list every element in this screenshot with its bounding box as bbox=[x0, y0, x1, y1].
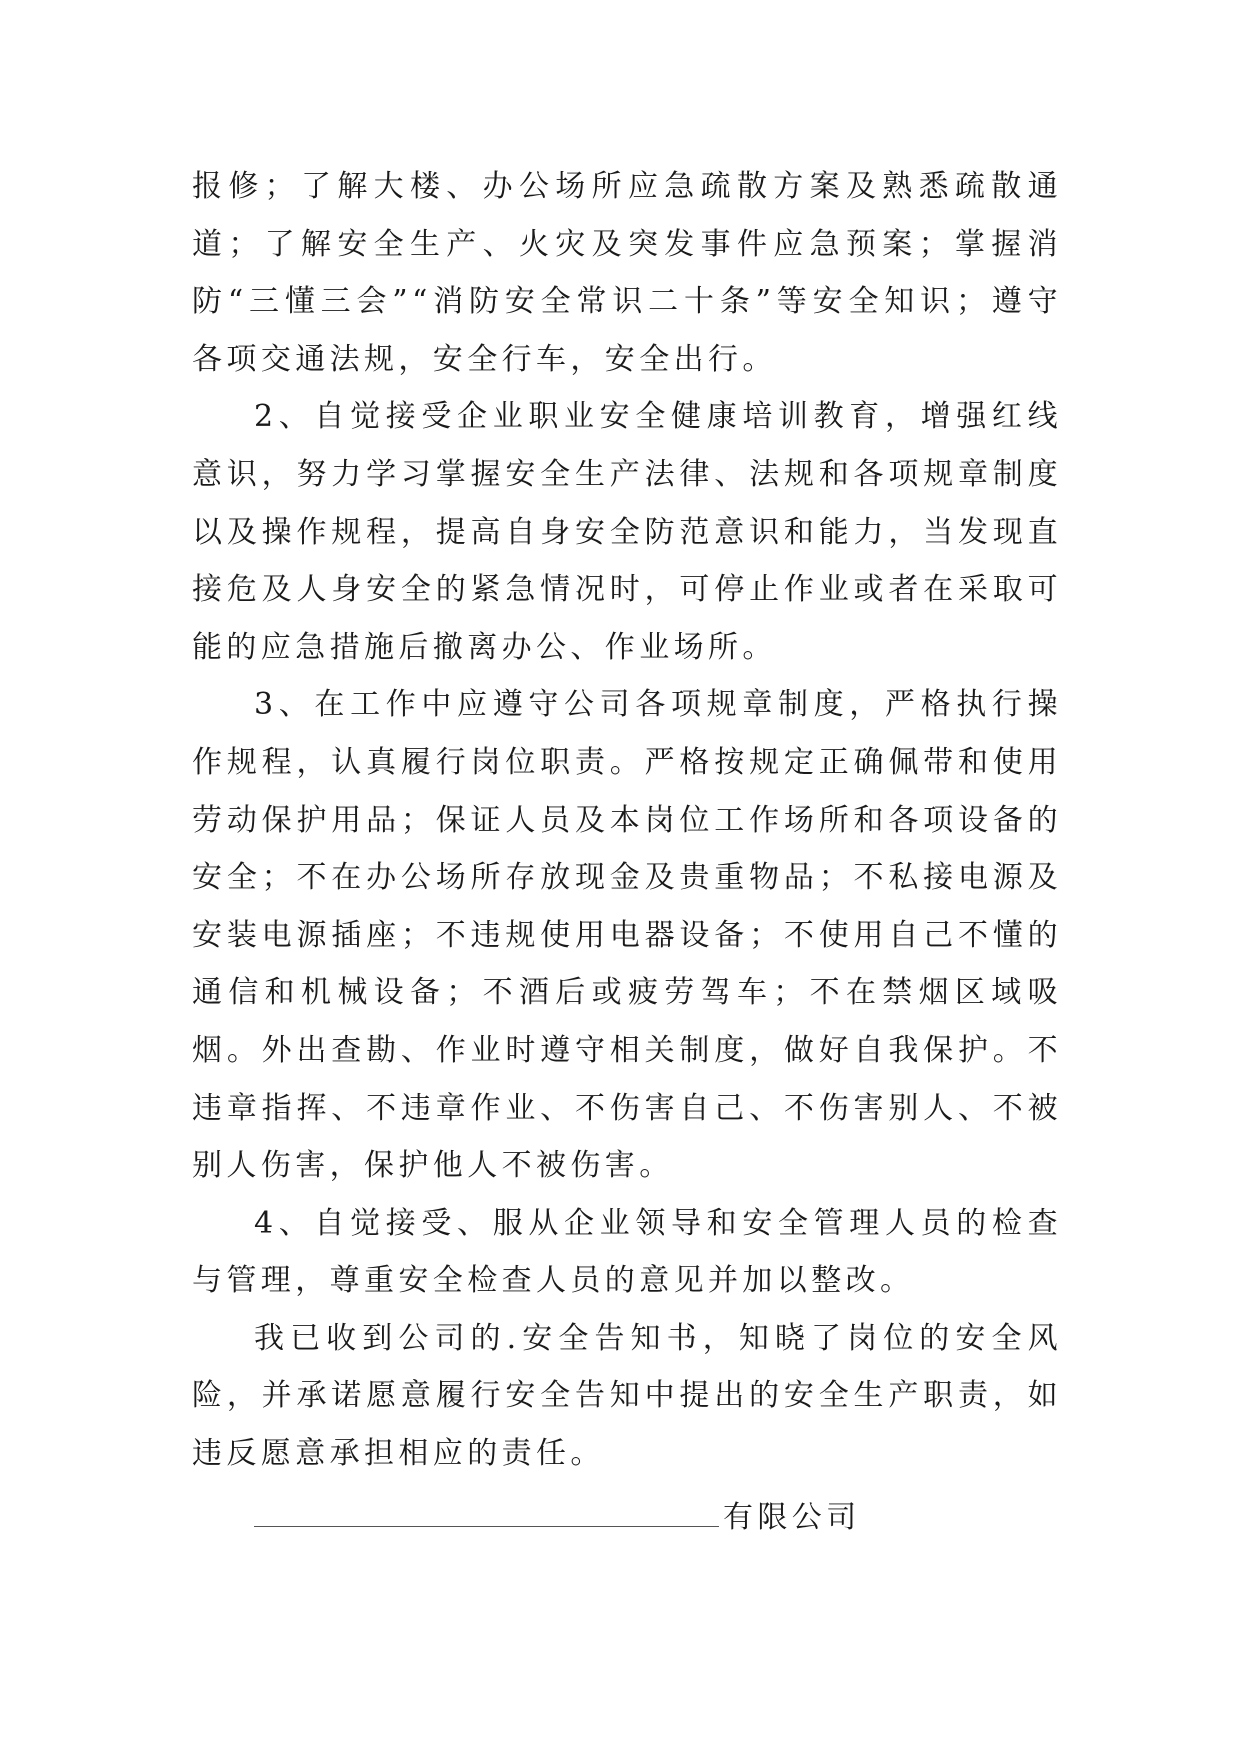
paragraph-continuation: 报修；了解大楼、办公场所应急疏散方案及熟悉疏散通道；了解安全生产、火灾及突发事件应急预案；掌握消防“三懂三会”“消防安全常识二十条”等安全知识；遵守各项交通法规，安全行车，安全出行。 bbox=[192, 169, 1062, 377]
paragraph-item-2: 2、自觉接受企业职业安全健康培训教育，增强红线意识，努力学习掌握安全生产法律、法规和各项规章制度以及操作规程，提高自身安全防范意识和能力，当发现直接危及人身安全的紧急情况时，可停止作业或者在采取可能的应急措施后撤离办公、作业场所。 bbox=[192, 399, 1062, 665]
document-body bbox=[192, 158, 1062, 1546]
paragraph-item-3: 3、在工作中应遵守公司各项规章制度，严格执行操作规程，认真履行岗位职责。严格按规定正确佩带和使用劳动保护用品；保证人员及本岗位工作场所和各项设备的安全；不在办公场所存放现金及贵重物品；不私接电源及安装电源插座；不违规使用电器设备；不使用自己不懂的通信和机械设备；不酒后或疲劳驾车；不在禁烟区域吸烟。外出查勘、作业时遵守相关制度，做好自我保护。不违章指挥、不违章作业、不伤害自己、不伤害别人、不被别人伤害，保护他人不被伤害。 bbox=[192, 687, 1062, 1184]
company-name-blank bbox=[254, 1492, 719, 1527]
paragraph-item-4: 4、自觉接受、服从企业领导和安全管理人员的检查与管理，尊重安全检查人员的意见并加以整改。 bbox=[192, 1205, 1062, 1299]
paragraph-acknowledgement: 我已收到公司的.安全告知书，知晓了岗位的安全风险，并承诺愿意履行安全告知中提出的安全生产职责，如违反愿意承担相应的责任。 bbox=[192, 1320, 1062, 1472]
company-signature-line bbox=[254, 1489, 1062, 1547]
company-suffix: 有限公司 bbox=[723, 1499, 861, 1535]
